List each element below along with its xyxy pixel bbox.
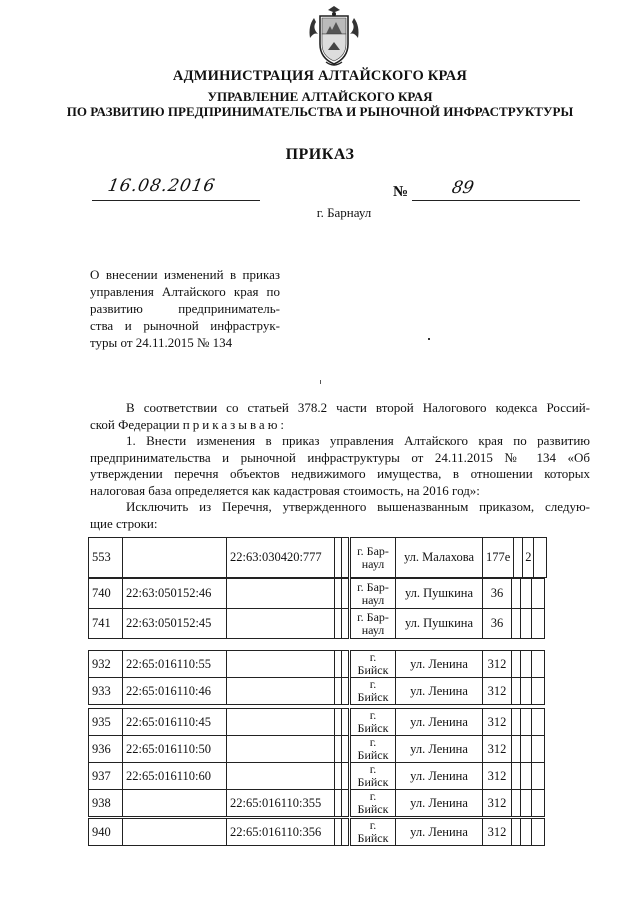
body-line: налоговая база определяется как кадастровая стоимость, на 2016 год»: [90, 482, 480, 498]
empty-cell [342, 538, 350, 578]
cadastral-number-cell: 22:63:050152:46 [123, 579, 227, 609]
empty-cell [512, 579, 521, 609]
house-number-cell: 177е [483, 538, 514, 578]
empty-cell [532, 736, 545, 763]
cadastral-number-alt-cell [227, 709, 335, 736]
row-number-cell: 937 [89, 763, 123, 790]
street-cell: ул. Ленина [396, 790, 483, 817]
cadastral-number-cell [123, 819, 227, 846]
subject-line: О внесении изменений в приказ [90, 267, 280, 282]
empty-cell [512, 763, 521, 790]
empty-cell [532, 819, 545, 846]
body-line: 1. Внести изменения в приказ управления Алтайского края по развитию [126, 433, 590, 448]
empty-cell [335, 790, 342, 817]
table-row [89, 763, 545, 790]
cadastral-number-cell: 22:65:016110:46 [123, 678, 227, 705]
cadastral-number-alt-cell [227, 651, 335, 678]
street-cell: ул. Ленина [396, 709, 483, 736]
table-row [89, 819, 545, 846]
empty-cell [512, 651, 521, 678]
empty-cell [335, 763, 342, 790]
empty-cell [532, 763, 545, 790]
extra-cell [521, 736, 532, 763]
street-cell: ул. Пушкина [396, 579, 483, 609]
body-text: ской Федерации [90, 416, 183, 432]
empty-cell [342, 790, 350, 817]
extra-cell [521, 678, 532, 705]
extra-cell [521, 709, 532, 736]
empty-cell [342, 763, 350, 790]
table-row [89, 678, 545, 705]
row-number-cell: 932 [89, 651, 123, 678]
extra-cell [521, 651, 532, 678]
empty-cell [342, 736, 350, 763]
excluded-rows-table [88, 818, 545, 846]
empty-cell [335, 579, 342, 609]
city-cell: г. Бийск [350, 790, 396, 817]
empty-cell [335, 678, 342, 705]
excluded-rows-table [88, 578, 545, 639]
body-line: предпринимательства и рыночной инфраструктуры от 24.11.2015 № 134 «Об [90, 449, 590, 465]
stray-mark [320, 380, 321, 384]
extra-cell [521, 609, 532, 639]
empty-cell [512, 609, 521, 639]
cadastral-number-cell: 22:65:016110:45 [123, 709, 227, 736]
empty-cell [342, 651, 350, 678]
cadastral-number-alt-cell [227, 678, 335, 705]
body-line: щие строки: [90, 515, 158, 531]
empty-cell [512, 819, 521, 846]
empty-cell [532, 609, 545, 639]
empty-cell [534, 538, 547, 578]
number-label: № [393, 184, 409, 200]
extra-cell [521, 819, 532, 846]
subject-line: развитию предприниматель- [90, 301, 280, 316]
city-cell: г. Бийск [350, 651, 396, 678]
subject-line: ства и рыночной инфраструк- [90, 318, 280, 333]
order-date: 16.08.2016 [106, 176, 218, 196]
cadastral-number-cell [123, 538, 227, 578]
empty-cell [532, 651, 545, 678]
extra-cell [521, 579, 532, 609]
excluded-rows-table [88, 650, 545, 705]
empty-cell [514, 538, 523, 578]
empty-cell [335, 709, 342, 736]
empty-cell [335, 819, 342, 846]
empty-cell [342, 819, 350, 846]
order-word: приказываю: [182, 416, 288, 432]
table-row [89, 790, 545, 817]
street-cell: ул. Пушкина [396, 609, 483, 639]
cadastral-number-cell: 22:65:016110:60 [123, 763, 227, 790]
house-number-cell: 312 [483, 709, 512, 736]
table-row [89, 736, 545, 763]
city-cell: г. Бар- наул [350, 538, 396, 578]
house-number-cell: 312 [483, 819, 512, 846]
street-cell: ул. Ленина [396, 819, 483, 846]
empty-cell [532, 790, 545, 817]
empty-cell [512, 790, 521, 817]
house-number-cell: 312 [483, 651, 512, 678]
row-number-cell: 933 [89, 678, 123, 705]
extra-cell [521, 790, 532, 817]
street-cell: ул. Ленина [396, 763, 483, 790]
row-number-cell: 935 [89, 709, 123, 736]
row-number-cell: 936 [89, 736, 123, 763]
cadastral-number-alt-cell [227, 763, 335, 790]
table-row [89, 579, 545, 609]
cadastral-number-cell: 22:65:016110:50 [123, 736, 227, 763]
city-cell: г. Бийск [350, 709, 396, 736]
row-number-cell: 740 [89, 579, 123, 609]
cadastral-number-alt-cell: 22:65:016110:356 [227, 819, 335, 846]
city-cell: г. Бар- наул [350, 609, 396, 639]
empty-cell [335, 736, 342, 763]
extra-cell [521, 763, 532, 790]
stray-mark [428, 338, 430, 340]
row-number-cell: 940 [89, 819, 123, 846]
city-name: г. Барнаул [316, 205, 372, 220]
house-number-cell: 312 [483, 790, 512, 817]
city-cell: г. Бийск [350, 819, 396, 846]
coat-of-arms-emblem [304, 4, 364, 70]
row-number-cell: 553 [89, 538, 123, 578]
organization-name: АДМИНИСТРАЦИЯ АЛТАЙСКОГО КРАЯ [172, 68, 468, 84]
house-number-cell: 36 [483, 609, 512, 639]
order-number: 89 [450, 178, 476, 198]
house-number-cell: 312 [483, 763, 512, 790]
street-cell: ул. Ленина [396, 651, 483, 678]
empty-cell [532, 709, 545, 736]
table-row [89, 651, 545, 678]
empty-cell [532, 678, 545, 705]
city-cell: г. Бар- наул [350, 579, 396, 609]
cadastral-number-alt-cell [227, 736, 335, 763]
table-row [89, 538, 547, 578]
cadastral-number-cell: 22:65:016110:55 [123, 651, 227, 678]
subject-line: туры от 24.11.2015 № 134 [90, 335, 233, 350]
excluded-rows-table [88, 708, 545, 817]
empty-cell [512, 736, 521, 763]
street-cell: ул. Ленина [396, 736, 483, 763]
empty-cell [342, 579, 350, 609]
department-name-line1: УПРАВЛЕНИЕ АЛТАЙСКОГО КРАЯ [207, 89, 433, 104]
empty-cell [335, 651, 342, 678]
table-row [89, 709, 545, 736]
cadastral-number-cell [123, 790, 227, 817]
order-body [90, 400, 590, 532]
date-underline [92, 200, 260, 201]
excluded-rows-table [88, 537, 547, 578]
cadastral-number-alt-cell [227, 579, 335, 609]
cadastral-number-alt-cell: 22:65:016110:355 [227, 790, 335, 817]
city-cell: г. Бийск [350, 736, 396, 763]
empty-cell [512, 678, 521, 705]
body-line: Исключить из Перечня, утвержденного вышеназванным приказом, следую- [126, 499, 590, 514]
empty-cell [342, 709, 350, 736]
empty-cell [335, 538, 342, 578]
subject-block [90, 266, 280, 351]
city-cell: г. Бийск [350, 678, 396, 705]
cadastral-number-alt-cell: 22:63:030420:777 [227, 538, 335, 578]
cadastral-number-cell: 22:63:050152:45 [123, 609, 227, 639]
empty-cell [532, 579, 545, 609]
empty-cell [342, 609, 350, 639]
department-name-line2: ПО РАЗВИТИЮ ПРЕДПРИНИМАТЕЛЬСТВА И РЫНОЧНОЙ ИНФРАСТРУКТУРЫ [66, 104, 574, 119]
extra-cell: 2 [523, 538, 534, 578]
subject-line: управления Алтайского края по [90, 284, 280, 299]
cadastral-number-alt-cell [227, 609, 335, 639]
empty-cell [335, 609, 342, 639]
street-cell: ул. Ленина [396, 678, 483, 705]
empty-cell [342, 678, 350, 705]
table-row [89, 609, 545, 639]
city-cell: г. Бийск [350, 763, 396, 790]
body-line: утверждении перечня объектов недвижимого имущества, в отношении которых [90, 466, 590, 481]
house-number-cell: 312 [483, 736, 512, 763]
house-number-cell: 36 [483, 579, 512, 609]
empty-cell [512, 709, 521, 736]
number-underline [412, 200, 580, 201]
body-line: В соответствии со статьей 378.2 части второй Налогового кодекса Россий- [126, 400, 590, 415]
document-type-title: ПРИКАЗ [285, 146, 355, 163]
row-number-cell: 938 [89, 790, 123, 817]
house-number-cell: 312 [483, 678, 512, 705]
body-line [90, 417, 590, 434]
street-cell: ул. Малахова [396, 538, 483, 578]
row-number-cell: 741 [89, 609, 123, 639]
